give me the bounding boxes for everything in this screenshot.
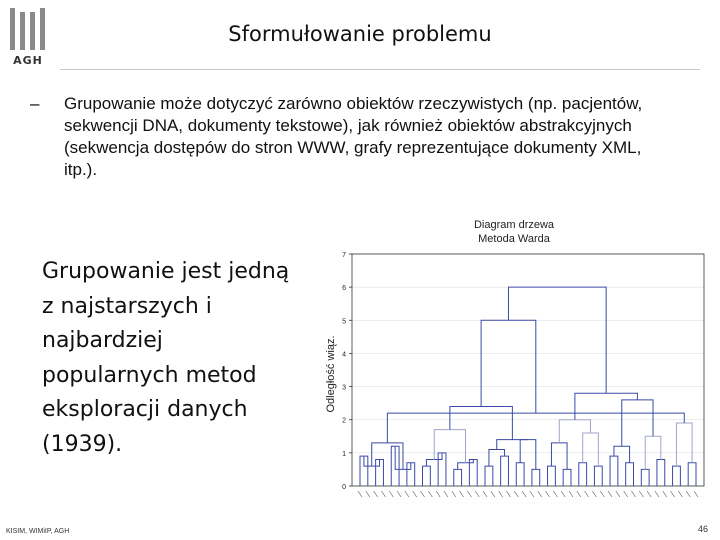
dendrogram-link: [516, 463, 524, 486]
y-tick-label: 5: [342, 318, 346, 326]
leaf-label: [600, 491, 604, 497]
chart-grid: [352, 254, 704, 486]
chart-subtitle: Metoda Warda: [478, 233, 550, 245]
leaf-label: [514, 491, 518, 497]
dendrogram-link: [583, 433, 599, 466]
title-divider: [60, 69, 700, 70]
dendrogram-link: [489, 450, 505, 467]
dendrogram-link: [548, 466, 556, 486]
leaf-label: [655, 491, 659, 497]
leaf-label: [639, 491, 643, 497]
highlight-text: Grupowanie jest jedną z najstarszych i najbardziej popularnych metod eksploracji danych (1939).: [42, 259, 290, 457]
leaf-label: [452, 491, 456, 497]
leaf-label: [577, 491, 581, 497]
dendrogram-link: [501, 456, 509, 486]
leaf-label: [358, 491, 362, 497]
dendrogram-link: [497, 440, 528, 450]
leaf-label: [553, 491, 557, 497]
leaf-label: [405, 491, 409, 497]
dendrogram-link: [481, 320, 536, 413]
dendrogram-link: [622, 400, 653, 446]
leaf-label: [678, 491, 682, 497]
dendrogram-link: [485, 466, 493, 486]
leaf-label: [499, 491, 503, 497]
leaf-label: [663, 491, 667, 497]
leaf-label: [530, 491, 534, 497]
leaf-label: [444, 491, 448, 497]
logo-text: AGH: [13, 54, 43, 67]
dendrogram-link: [423, 466, 431, 486]
dendrogram-link: [673, 466, 681, 486]
leaf-label: [483, 491, 487, 497]
dendrogram-link: [657, 459, 665, 486]
y-tick-label: 7: [342, 252, 346, 259]
leaf-label: [616, 491, 620, 497]
leaf-label: [671, 491, 675, 497]
dendrogram-link: [454, 469, 462, 486]
leaf-labels: [358, 491, 698, 497]
plot-frame: [352, 254, 704, 486]
dendrogram-link: [575, 393, 638, 420]
y-tick-label: 0: [342, 484, 346, 491]
leaf-label: [585, 491, 589, 497]
dendrogram-link: [563, 469, 571, 486]
y-tick-label: 3: [342, 384, 346, 392]
leaf-label: [389, 491, 393, 497]
leaf-label: [366, 491, 370, 497]
leaf-label: [569, 491, 573, 497]
leaf-label: [491, 491, 495, 497]
leaf-label: [522, 491, 526, 497]
y-tick-label: 6: [342, 285, 346, 293]
leaf-label: [467, 491, 471, 497]
page-title: Sformułowanie problemu: [228, 22, 492, 46]
leaf-label: [428, 491, 432, 497]
dendrogram-link: [641, 469, 649, 486]
dendrogram-chart: [318, 212, 710, 508]
dendrogram-link: [614, 446, 630, 463]
y-tick-label: 4: [342, 351, 346, 359]
y-tick-label: 1: [342, 450, 346, 458]
bullet-marker: –: [30, 94, 40, 113]
leaf-label: [538, 491, 542, 497]
leaf-label: [475, 491, 479, 497]
footer-affiliation: KISIM, WIMiIP, AGH: [6, 528, 70, 535]
leaf-label: [694, 491, 698, 497]
y-axis-label: Odległość wiąz.: [325, 335, 337, 413]
dendrogram-link: [579, 463, 587, 486]
dendrogram-link: [626, 463, 634, 486]
leaf-label: [397, 491, 401, 497]
leaf-label: [546, 491, 550, 497]
page-number: 46: [697, 524, 708, 534]
leaf-label: [608, 491, 612, 497]
leaf-label: [631, 491, 635, 497]
dendrogram-link: [387, 413, 684, 443]
leaf-label: [436, 491, 440, 497]
dendrogram-link: [450, 406, 513, 439]
dendrogram-link: [559, 420, 590, 443]
leaf-label: [624, 491, 628, 497]
dendrogram-link: [508, 287, 606, 393]
dendrogram-link: [532, 469, 540, 486]
leaf-label: [506, 491, 510, 497]
leaf-label: [374, 491, 378, 497]
leaf-label: [421, 491, 425, 497]
chart-axes: [342, 252, 704, 491]
dendrogram-link: [688, 463, 696, 486]
leaf-label: [686, 491, 690, 497]
dendrogram-link: [594, 466, 602, 486]
dendrogram-link: [434, 430, 465, 463]
leaf-label: [592, 491, 596, 497]
dendrogram-link: [372, 443, 403, 470]
dendrogram-link: [469, 459, 477, 486]
dendrogram-link: [610, 456, 618, 486]
dendrogram-link: [676, 423, 692, 466]
leaf-label: [413, 491, 417, 497]
chart-title: Diagram drzewa: [473, 219, 555, 231]
y-tick-label: 2: [342, 417, 346, 425]
leaf-label: [460, 491, 464, 497]
bullet-text: Grupowanie może dotyczyć zarówno obiektów rzeczywistych (np. pacjentów, sekwencji DNA, dokumenty tekstowe), jak również obiektów abstrakcyjnych (sekwencja dostępów do stron WWW, grafy reprezentujące dokumenty XML, itp.).: [64, 94, 643, 179]
leaf-label: [381, 491, 385, 497]
leaf-label: [647, 491, 651, 497]
dendrogram-link: [551, 443, 567, 470]
leaf-label: [561, 491, 565, 497]
dendrogram-link: [520, 440, 536, 470]
